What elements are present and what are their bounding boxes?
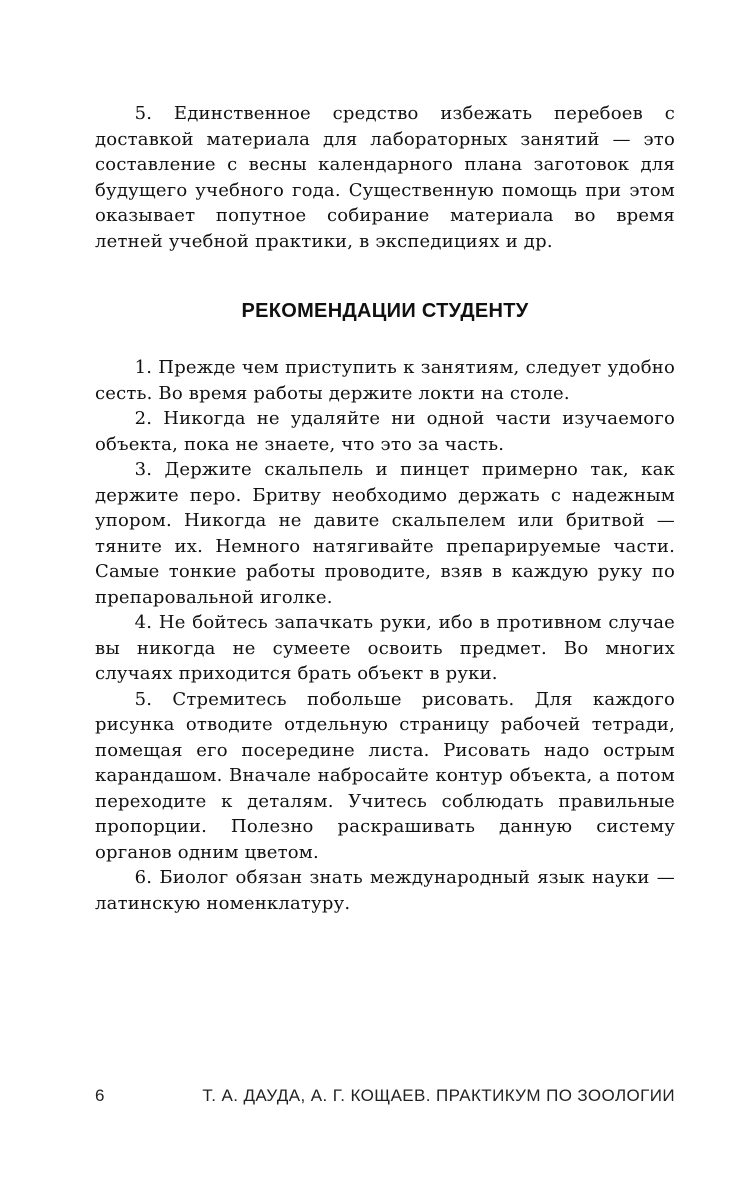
recommendation-item-3: 3. Держите скальпель и пинцет примерно так, как держите перо. Бритву необходимо держать с надежным упором. Никогда не давите скальпелем или бритвой — тяните их. Немного натягивайте препарируемые части. Самые тонкие работы проводите, взяв в каждую руку по препаровальной иголке. (95, 459, 675, 608)
recommendation-item-1: 1. Прежде чем приступить к занятиям, следует удобно сесть. Во время работы держите локти на столе. (95, 357, 675, 404)
intro-text-block (95, 101, 675, 254)
recommendations-list (95, 355, 675, 916)
recommendation-item-5: 5. Стремитесь побольше рисовать. Для каждого рисунка отводите отдельную страницу рабочей тетради, помещая его посередине листа. Рисовать надо острым карандашом. Вначале набросайте контур объекта, а потом переходите к деталям. Учитесь соблюдать правильные пропорции. Полезно раскрашивать данную систему органов одним цветом. (95, 688, 675, 863)
recommendation-item-4: 4. Не бойтесь запачкать руки, ибо в противном случае вы никогда не сумеете освоить предмет. Во многих случаях приходится брать объект в руки. (95, 612, 675, 684)
running-title: Т. А. ДАУДА, А. Г. КОЩАЕВ. ПРАКТИКУМ ПО ЗООЛОГИИ (202, 1086, 675, 1105)
page-footer (95, 1086, 675, 1112)
section-heading: РЕКОМЕНДАЦИИ СТУДЕНТУ (241, 300, 529, 322)
intro-paragraph-5: 5. Единственное средство избежать перебоев с доставкой материала для лабораторных занятий — это составление с весны календарного плана заготовок для будущего учебного года. Существенную помощь при этом оказывает попутное собирание материала во время летней учебной практики, в экспедициях и др. (95, 103, 675, 252)
recommendation-item-6: 6. Биолог обязан знать международный язык науки — латинскую номенклатуру. (95, 867, 675, 914)
recommendation-item-2: 2. Никогда не удаляйте ни одной части изучаемого объекта, пока не знаете, что это за часть. (95, 408, 675, 455)
page-number: 6 (95, 1086, 105, 1105)
